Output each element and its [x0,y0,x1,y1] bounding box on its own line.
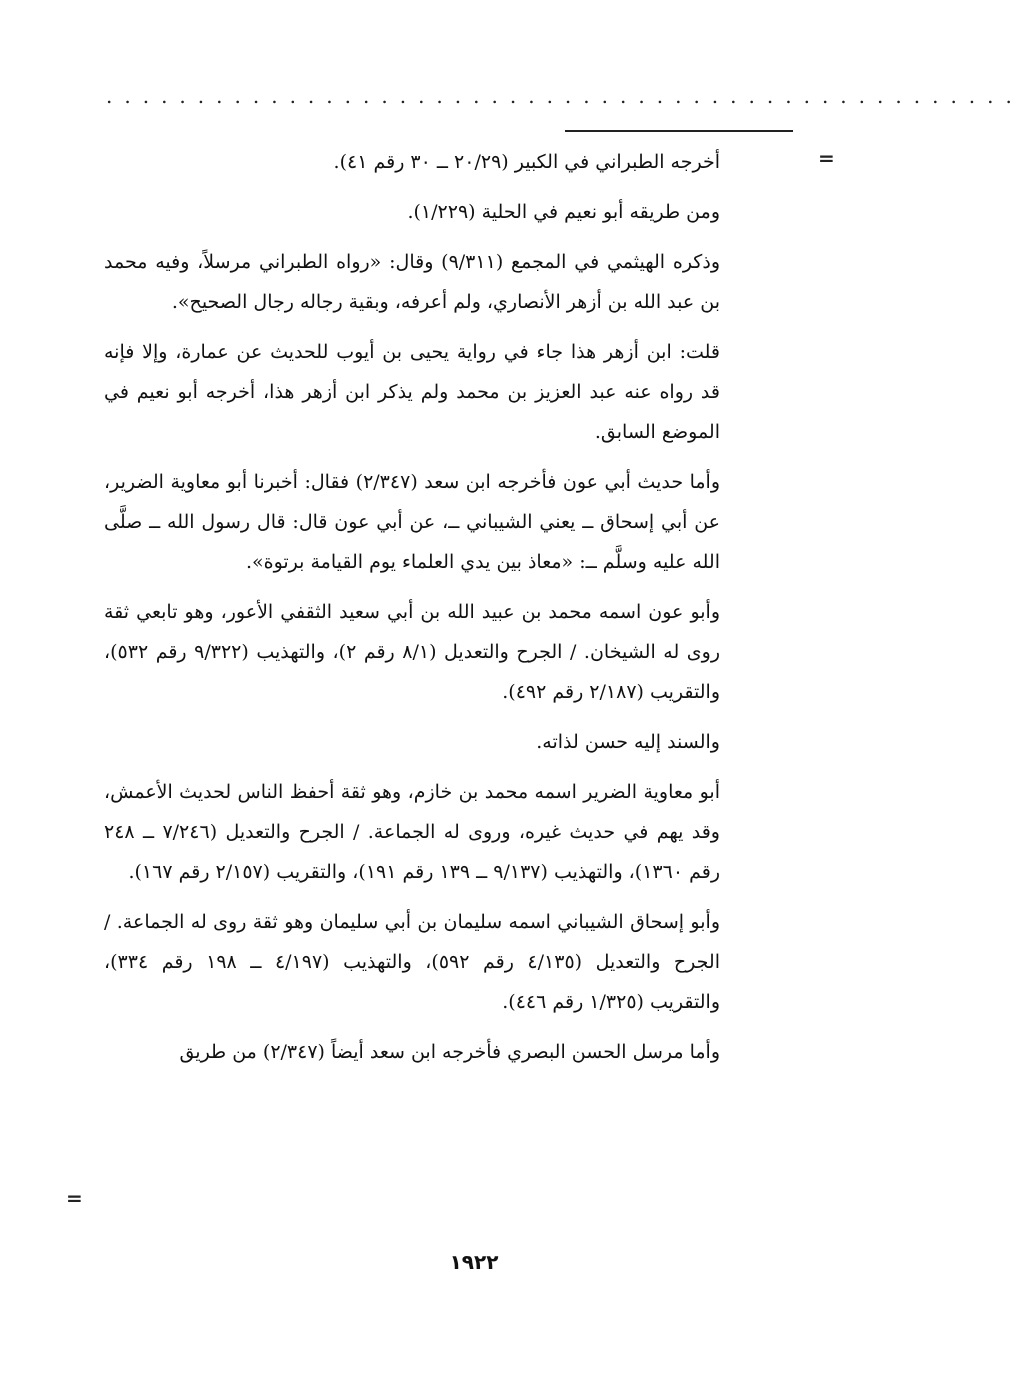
paragraph-7: والسند إليه حسن لذاته. [536,731,720,753]
page-number: ١٩٢٢ [449,1250,499,1274]
paragraph-3: وذكره الهيثمي في المجمع (٩/٣١١) وقال: «رواه الطبراني مرسلاً، وفيه محمد بن عبد الله بن أزهر الأنصاري، ولم أعرفه، وبقية رجاله رجال الصحيح». [104,251,720,313]
separator-dots: .................................................. [106,84,1024,108]
paragraph-5: وأما حديث أبي عون فأخرجه ابن سعد (٢/٣٤٧) فقال: أخبرنا أبو معاوية الضرير، عن أبي إسحاق ــ يعني الشيباني ــ، عن أبي عون قال: قال رسول الله ــ صلَّى الله عليه وسلَّم ــ: «معاذ بين يدي العلماء يوم القيامة برتوة». [104,471,721,573]
paragraph-6: وأبو عون اسمه محمد بن عبيد الله بن أبي سعيد الثقفي الأعور، وهو تابعي ثقة روى له الشيخان. / الجرح والتعديل (٨/١ رقم ٢)، والتهذيب (٩/٣٢٢ رقم ٥٣٢)، والتقريب (٢/١٨٧ رقم ٤٩٢). [104,601,720,703]
continuation-mark-top: = [818,146,835,170]
paragraph-4: قلت: ابن أزهر هذا جاء في رواية يحيى بن أيوب للحديث عن عمارة، وإلا فإنه قد رواه عنه عبد العزيز بن محمد ولم يذكر ابن أزهر هذا، أخرجه أبو نعيم في الموضع السابق. [104,341,720,443]
paragraph-10: وأما مرسل الحسن البصري فأخرجه ابن سعد أيضاً (٢/٣٤٧) من طريق [179,1041,720,1063]
paragraph-9: وأبو إسحاق الشيباني اسمه سليمان بن أبي سليمان وهو ثقة روى له الجماعة. / الجرح والتعديل (٤/١٣٥ رقم ٥٩٢)، والتهذيب (٤/١٩٧ ــ ١٩٨ رقم ٣٣٤)، والتقريب (١/٣٢٥ رقم ٤٤٦). [104,911,720,1013]
footnote-rule [565,130,793,132]
paragraph-2: ومن طريقه أبو نعيم في الحلية (١/٢٢٩). [407,201,720,223]
footnote-body [104,142,720,1072]
continuation-mark-bottom: = [66,1186,83,1210]
paragraph-8: أبو معاوية الضرير اسمه محمد بن خازم، وهو ثقة أحفظ الناس لحديث الأعمش، وقد يهم في حديث غيره، وروى له الجماعة. / الجرح والتعديل (٧/٢٤٦ ــ ٢٤٨ رقم ١٣٦٠)، والتهذيب (٩/١٣٧ ــ ١٣٩ رقم ١٩١)، والتقريب (٢/١٥٧ رقم ١٦٧). [104,781,720,883]
paragraph-1: أخرجه الطبراني في الكبير (٢٠/٢٩ ــ ٣٠ رقم ٤١). [333,151,720,173]
